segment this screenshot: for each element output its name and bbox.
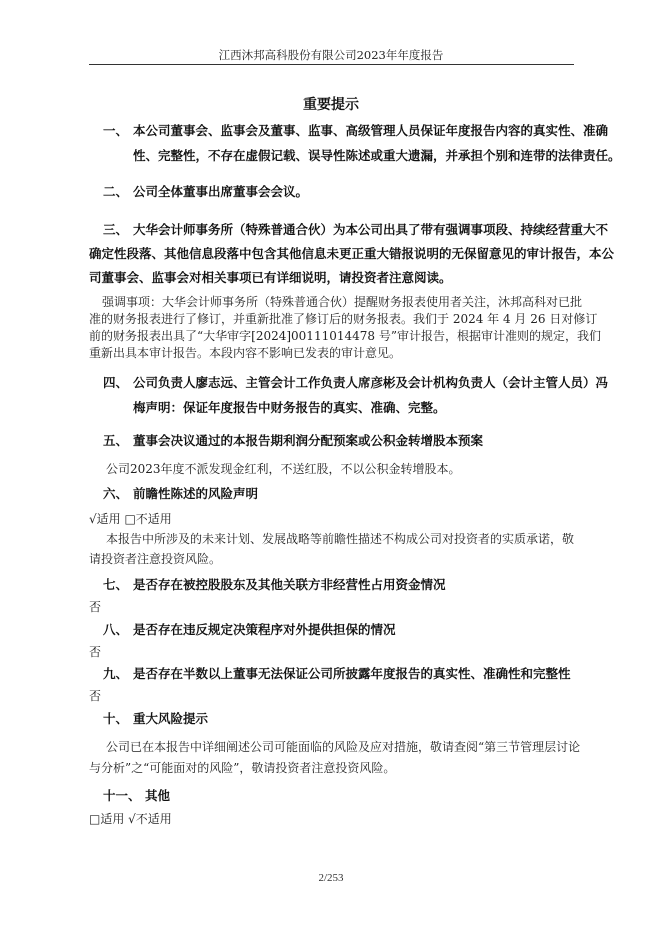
section-11-text: 其他 <box>145 788 171 803</box>
section-7-answer: 否 <box>89 600 102 614</box>
section-1-line-2: 性、完整性，不存在虚假记载、误导性陈述或重大遗漏，并承担个别和连带的法律责任。 <box>133 148 621 163</box>
emphasis-note-line-2: 准的财务报表进行了修订，并重新批准了修订后的财务报表。我们于 2024 年 4 月 26 日对修订 <box>89 312 598 326</box>
section-3-number: 三、 <box>103 222 129 237</box>
section-8-answer: 否 <box>89 645 102 659</box>
section-6-applicability: √适用 □不适用 <box>89 512 172 526</box>
section-10-body-line-2: 与分析”之“可能面对的风险”，敬请投资者注意投资风险。 <box>89 761 396 775</box>
section-5-number: 五、 <box>103 433 129 448</box>
emphasis-note-line-1: 强调事项：大华会计师事务所（特殊普通合伙）提醒财务报表使用者关注，沐邦高科对已批 <box>102 295 583 309</box>
section-10-number: 十、 <box>103 711 129 726</box>
section-7-text: 是否存在被控股股东及其他关联方非经营性占用资金情况 <box>133 577 446 592</box>
section-6-text: 前瞻性陈述的风险声明 <box>133 486 259 501</box>
section-8-text: 是否存在违反规定决策程序对外提供担保的情况 <box>133 622 396 637</box>
section-1-number: 一、 <box>103 123 129 138</box>
section-6-body-line-2: 请投资者注意投资风险。 <box>89 552 222 566</box>
section-9-text: 是否存在半数以上董事无法保证公司所披露年度报告的真实性、准确性和完整性 <box>133 666 571 681</box>
section-8-number: 八、 <box>103 622 129 637</box>
page-number: 2/253 <box>318 872 344 884</box>
section-3-line-1: 大华会计师事务所（特殊普通合伙）为本公司出具了带有强调事项段、持续经营重大不 <box>133 222 609 237</box>
section-4-line-2: 梅声明：保证年度报告中财务报告的真实、准确、完整。 <box>133 400 446 415</box>
section-9-answer: 否 <box>89 689 102 703</box>
section-11-applicability: □适用 √不适用 <box>89 812 172 826</box>
section-2-text: 公司全体董事出席董事会会议。 <box>133 184 309 199</box>
emphasis-note-line-4: 重新出具本审计报告。本段内容不影响已发表的审计意见。 <box>89 346 402 360</box>
section-4-number: 四、 <box>103 375 129 390</box>
section-7-number: 七、 <box>103 577 129 592</box>
section-9-number: 九、 <box>103 666 129 681</box>
page-header: 江西沐邦高科股份有限公司2023年年度报告 <box>218 48 444 62</box>
section-2-number: 二、 <box>103 184 129 199</box>
section-5-text: 董事会决议通过的本报告期利润分配预案或公积金转增股本预案 <box>133 433 484 448</box>
section-1-line-1: 本公司董事会、监事会及董事、监事、高级管理人员保证年度报告内容的真实性、准确 <box>133 123 609 138</box>
section-10-body-line-1: 公司已在本报告中详细阐述公司可能面临的风险及应对措施，敬请查阅“第三节管理层讨论 <box>106 740 581 754</box>
header-divider <box>89 64 574 65</box>
section-6-body-line-1: 本报告中所涉及的未来计划、发展战略等前瞻性描述不构成公司对投资者的实质承诺，敬 <box>106 532 575 546</box>
section-6-number: 六、 <box>103 486 129 501</box>
doc-title: 重要提示 <box>303 97 359 113</box>
section-4-line-1: 公司负责人廖志远、主管会计工作负责人席彦彬及会计机构负责人（会计主管人员）冯 <box>133 375 609 390</box>
emphasis-note-line-3: 前的财务报表出具了“大华审字[2024]00111014478 号”审计报告，根据审计准则的规定，我们 <box>89 329 601 343</box>
section-5-body: 公司2023年度不派发现金红利，不送红股，不以公积金转增股本。 <box>106 462 461 476</box>
section-3-line-3: 司董事会、监事会对相关事项已有详细说明，请投资者注意阅读。 <box>89 270 452 285</box>
section-3-line-2: 确定性段落、其他信息段落中包含其他信息未更正重大错报说明的无保留意见的审计报告，本公 <box>89 246 615 261</box>
section-10-text: 重大风险提示 <box>133 711 209 726</box>
section-11-number: 十一、 <box>103 788 141 803</box>
